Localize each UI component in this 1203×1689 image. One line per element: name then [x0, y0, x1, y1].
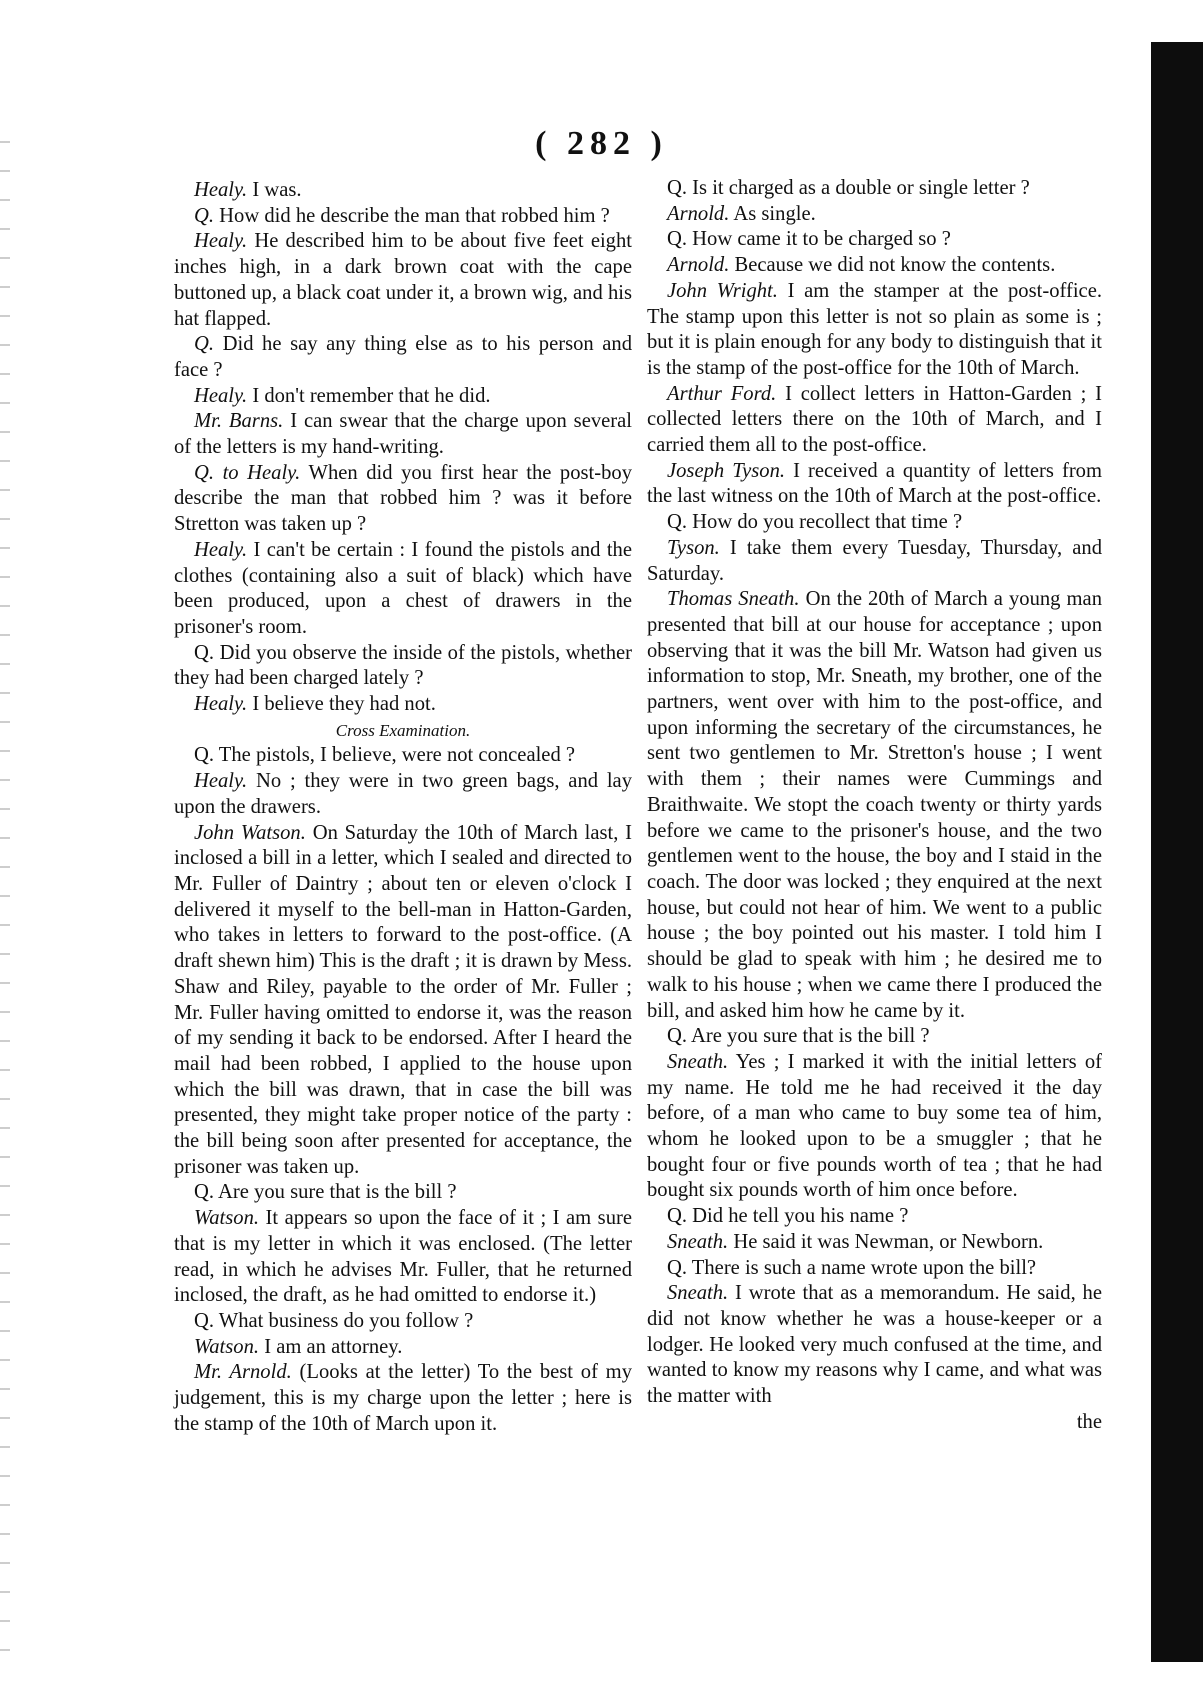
speaker-name: John Wright.: [667, 279, 778, 302]
paragraph-text: I can't be certain : I found the pistols and the clothes (containing also a suit of black) which have been produced, upon a chest of drawers in the prisoner's room.: [174, 538, 632, 638]
page-edge-shadow: [1151, 42, 1203, 1662]
speaker-name: Healy.: [194, 384, 248, 407]
paragraph-text: I was.: [247, 179, 302, 201]
left-column: [174, 178, 632, 1437]
paragraph: [174, 821, 632, 1181]
paragraph: [647, 1281, 1102, 1410]
paragraph: [647, 510, 1102, 536]
right-column: [647, 176, 1102, 1435]
paragraph-text: Cross Examination.: [335, 720, 471, 740]
speaker-name: John Watson.: [194, 821, 306, 844]
paragraph-text: Q. Did you observe the inside of the pistols, whether they had been charged lately ?: [174, 641, 632, 690]
paragraph: [174, 1335, 632, 1361]
paragraph-text: Q. Are you sure that is the bill ?: [667, 1025, 930, 1048]
paragraph: [647, 1230, 1102, 1256]
speaker-name: Arnold.: [667, 254, 730, 277]
paragraph-text: No ; they were in two green bags, and lay upon the drawers.: [174, 770, 632, 818]
paragraph: [174, 718, 632, 744]
paragraph: [647, 536, 1102, 587]
paragraph: [174, 641, 632, 692]
paragraph-text: When did you first hear the post-boy describe the man that robbed him ? was it before Stretton was taken up ?: [174, 461, 633, 536]
speaker-name: Thomas Sneath.: [667, 588, 800, 611]
paragraph: [647, 1256, 1102, 1282]
gutter-speckle: [0, 130, 10, 1660]
paragraph-text: How did he describe the man that robbed him ?: [214, 204, 610, 227]
paragraph-text: Q. What business do you follow ?: [194, 1309, 474, 1332]
speaker-name: Watson.: [194, 1335, 260, 1358]
paragraph: [174, 1309, 632, 1335]
paragraph-text: He described him to be about five feet eight inches high, in a dark brown coat with the cape buttoned up, a black coat under it, a brown wig, and his hat flapped.: [174, 230, 632, 330]
speaker-name: Watson.: [194, 1207, 260, 1230]
paragraph: [174, 1360, 632, 1437]
paragraph: [174, 461, 632, 538]
paragraph-text: Did he say any thing else as to his person and face ?: [174, 333, 632, 381]
paragraph: [174, 538, 632, 641]
paragraph: [174, 409, 632, 460]
paragraph-text: I am the stamper at the post-office. The stamp upon this letter is not so plain as some is ; but it is plain enough for any body to distinguish that it is the stamp of the post-office for the 10th of March.: [647, 279, 1102, 379]
speaker-name: Healy.: [194, 538, 248, 561]
paragraph-text: Q. There is such a name wrote upon the bill?: [667, 1256, 1037, 1279]
paragraph-text: He said it was Newman, or Newborn.: [728, 1230, 1044, 1253]
speaker-name: Joseph Tyson.: [667, 459, 786, 482]
paragraph-text: Q. Are you sure that is the bill ?: [194, 1181, 457, 1204]
paragraph: [647, 227, 1102, 253]
paragraph-text: As single.: [729, 202, 816, 225]
paragraph-text: I collect letters in Hatton-Garden ; I collected letters there on the 10th of March, and I carried them all to the post-office.: [647, 382, 1102, 457]
paragraph: [647, 587, 1102, 1024]
paragraph: [174, 769, 632, 820]
paragraph-text: (Looks at the letter) To the best of my judgement, this is my charge upon the letter ; here is the stamp of the 10th of March upon it.: [174, 1361, 632, 1435]
paragraph-text: I received a quantity of letters from the last witness on the 10th of March at the post-office.: [647, 459, 1102, 508]
speaker-name: Mr. Arnold.: [194, 1361, 292, 1384]
speaker-name: Healy.: [194, 179, 248, 201]
paragraph-text: I don't remember that he did.: [247, 384, 491, 407]
speaker-name: Tyson.: [667, 536, 720, 559]
paragraph-text: On the 20th of March a young man presented that bill at our house for acceptance ; upon observing that it was the bill Mr. Watson had given us information to stop, Mr. Sneath, my brother, one of the partners, went over with him to the post-office, and upon informing the secretary of the circumstances, he sent two gentlemen to Mr. Stretton's house ; I went with them ; their names were Cummings and Braithwaite. We stopt the coach twenty or thirty yards before we came to the prisoner's house, and the two gentlemen went to the house, the boy and I staid in the coach. The door was locked ; they enquired at the next house, but could not hear of him. We went to a public house ; the boy pointed out his master. I told him I should be glad to speak with him ; he desired me to walk to his house ; when we came there I produced the bill, and asked him how he came by it.: [647, 588, 1102, 1022]
paragraph: [174, 1206, 632, 1309]
page-number: ( 282 ): [535, 125, 668, 162]
paragraph-text: I wrote that as a memorandum. He said, he did not know whether he was a house-keeper or a lodger. He looked very much confused at the time, and wanted to know my reasons why I came, and what was the matter with: [647, 1282, 1102, 1408]
paragraph: [174, 204, 632, 230]
paragraph-text: Q. How came it to be charged so ?: [667, 228, 951, 251]
paragraph-text: Yes ; I marked it with the initial letters of my name. He told me he had received it the day before, of a man who came to buy some tea of him, whom he looked upon to be a smuggler ; that he bought four or five pounds worth of tea ; that he had bought six pounds worth of him once before.: [647, 1050, 1102, 1202]
paragraph: [174, 178, 632, 204]
paragraph: [647, 1024, 1102, 1050]
speaker-name: Sneath.: [667, 1282, 729, 1305]
speaker-name: Sneath.: [667, 1050, 729, 1073]
paragraph: [647, 202, 1102, 228]
paragraph: [647, 459, 1102, 510]
paragraph-text: Q. How do you recollect that time ?: [667, 511, 963, 534]
paragraph-text: Q. Is it charged as a double or single letter ?: [667, 177, 1030, 199]
paragraph-text: Q. The pistols, I believe, were not concealed ?: [194, 744, 576, 767]
catchword: the: [1076, 1410, 1102, 1433]
paragraph: [647, 382, 1102, 459]
speaker-name: Arnold.: [667, 202, 730, 225]
speaker-name: Healy.: [194, 770, 248, 793]
paragraph: [647, 1050, 1102, 1204]
paragraph: [174, 384, 632, 410]
paragraph: [174, 332, 632, 383]
paragraph: [647, 279, 1102, 382]
speaker-name: Q.: [194, 333, 215, 356]
paragraph: [647, 176, 1102, 202]
paragraph-text: I can swear that the charge upon several of the letters is my hand-writing.: [174, 410, 632, 459]
speaker-name: Q.: [194, 204, 215, 227]
speaker-name: Q. to Healy.: [194, 461, 301, 484]
paragraph: [647, 1204, 1102, 1230]
paragraph-text: I take them every Tuesday, Thursday, and Saturday.: [647, 536, 1102, 585]
paragraph: [174, 692, 632, 718]
paragraph-text: It appears so upon the face of it ; I am sure that is my letter in which it was enclosed. (The letter read, in which he advises Mr. Fuller, that he returned inclosed, the draft, as he had omitted to endorse it.): [174, 1207, 632, 1307]
speaker-name: Healy.: [194, 693, 248, 716]
paragraph: [647, 253, 1102, 279]
paragraph-text: Because we did not know the contents.: [729, 254, 1056, 277]
speaker-name: Arthur Ford.: [667, 382, 777, 405]
speaker-name: Healy.: [194, 230, 248, 253]
paragraph: [174, 229, 632, 332]
paragraph-text: I believe they had not.: [247, 693, 436, 716]
paragraph: [174, 743, 632, 769]
paragraph-text: Q. Did he tell you his name ?: [667, 1205, 909, 1228]
speaker-name: Mr. Barns.: [194, 410, 284, 433]
speaker-name: Sneath.: [667, 1230, 729, 1253]
paragraph-text: I am an attorney.: [259, 1335, 403, 1358]
paragraph-text: On Saturday the 10th of March last, I inclosed a bill in a letter, which I sealed and directed to Mr. Fuller of Daintry ; about ten or eleven o'clock I delivered it myself to the bell-man in Hatton-Garden, who takes in letters to forward to the post-office. (A draft shewn him) This is the draft ; it is drawn by Mess. Shaw and Riley, payable to the order of Mr. Fuller ; Mr. Fuller having omitted to endorse it, was the reason of my sending it back to be endorsed. After I heard the mail had been robbed, I applied to the house upon which the bill was drawn, that in case the bill was presented, they might take proper notice of the party : the bill being soon after presented for acceptance, the prisoner was taken up.: [174, 821, 633, 1178]
paragraph: [174, 1180, 632, 1206]
